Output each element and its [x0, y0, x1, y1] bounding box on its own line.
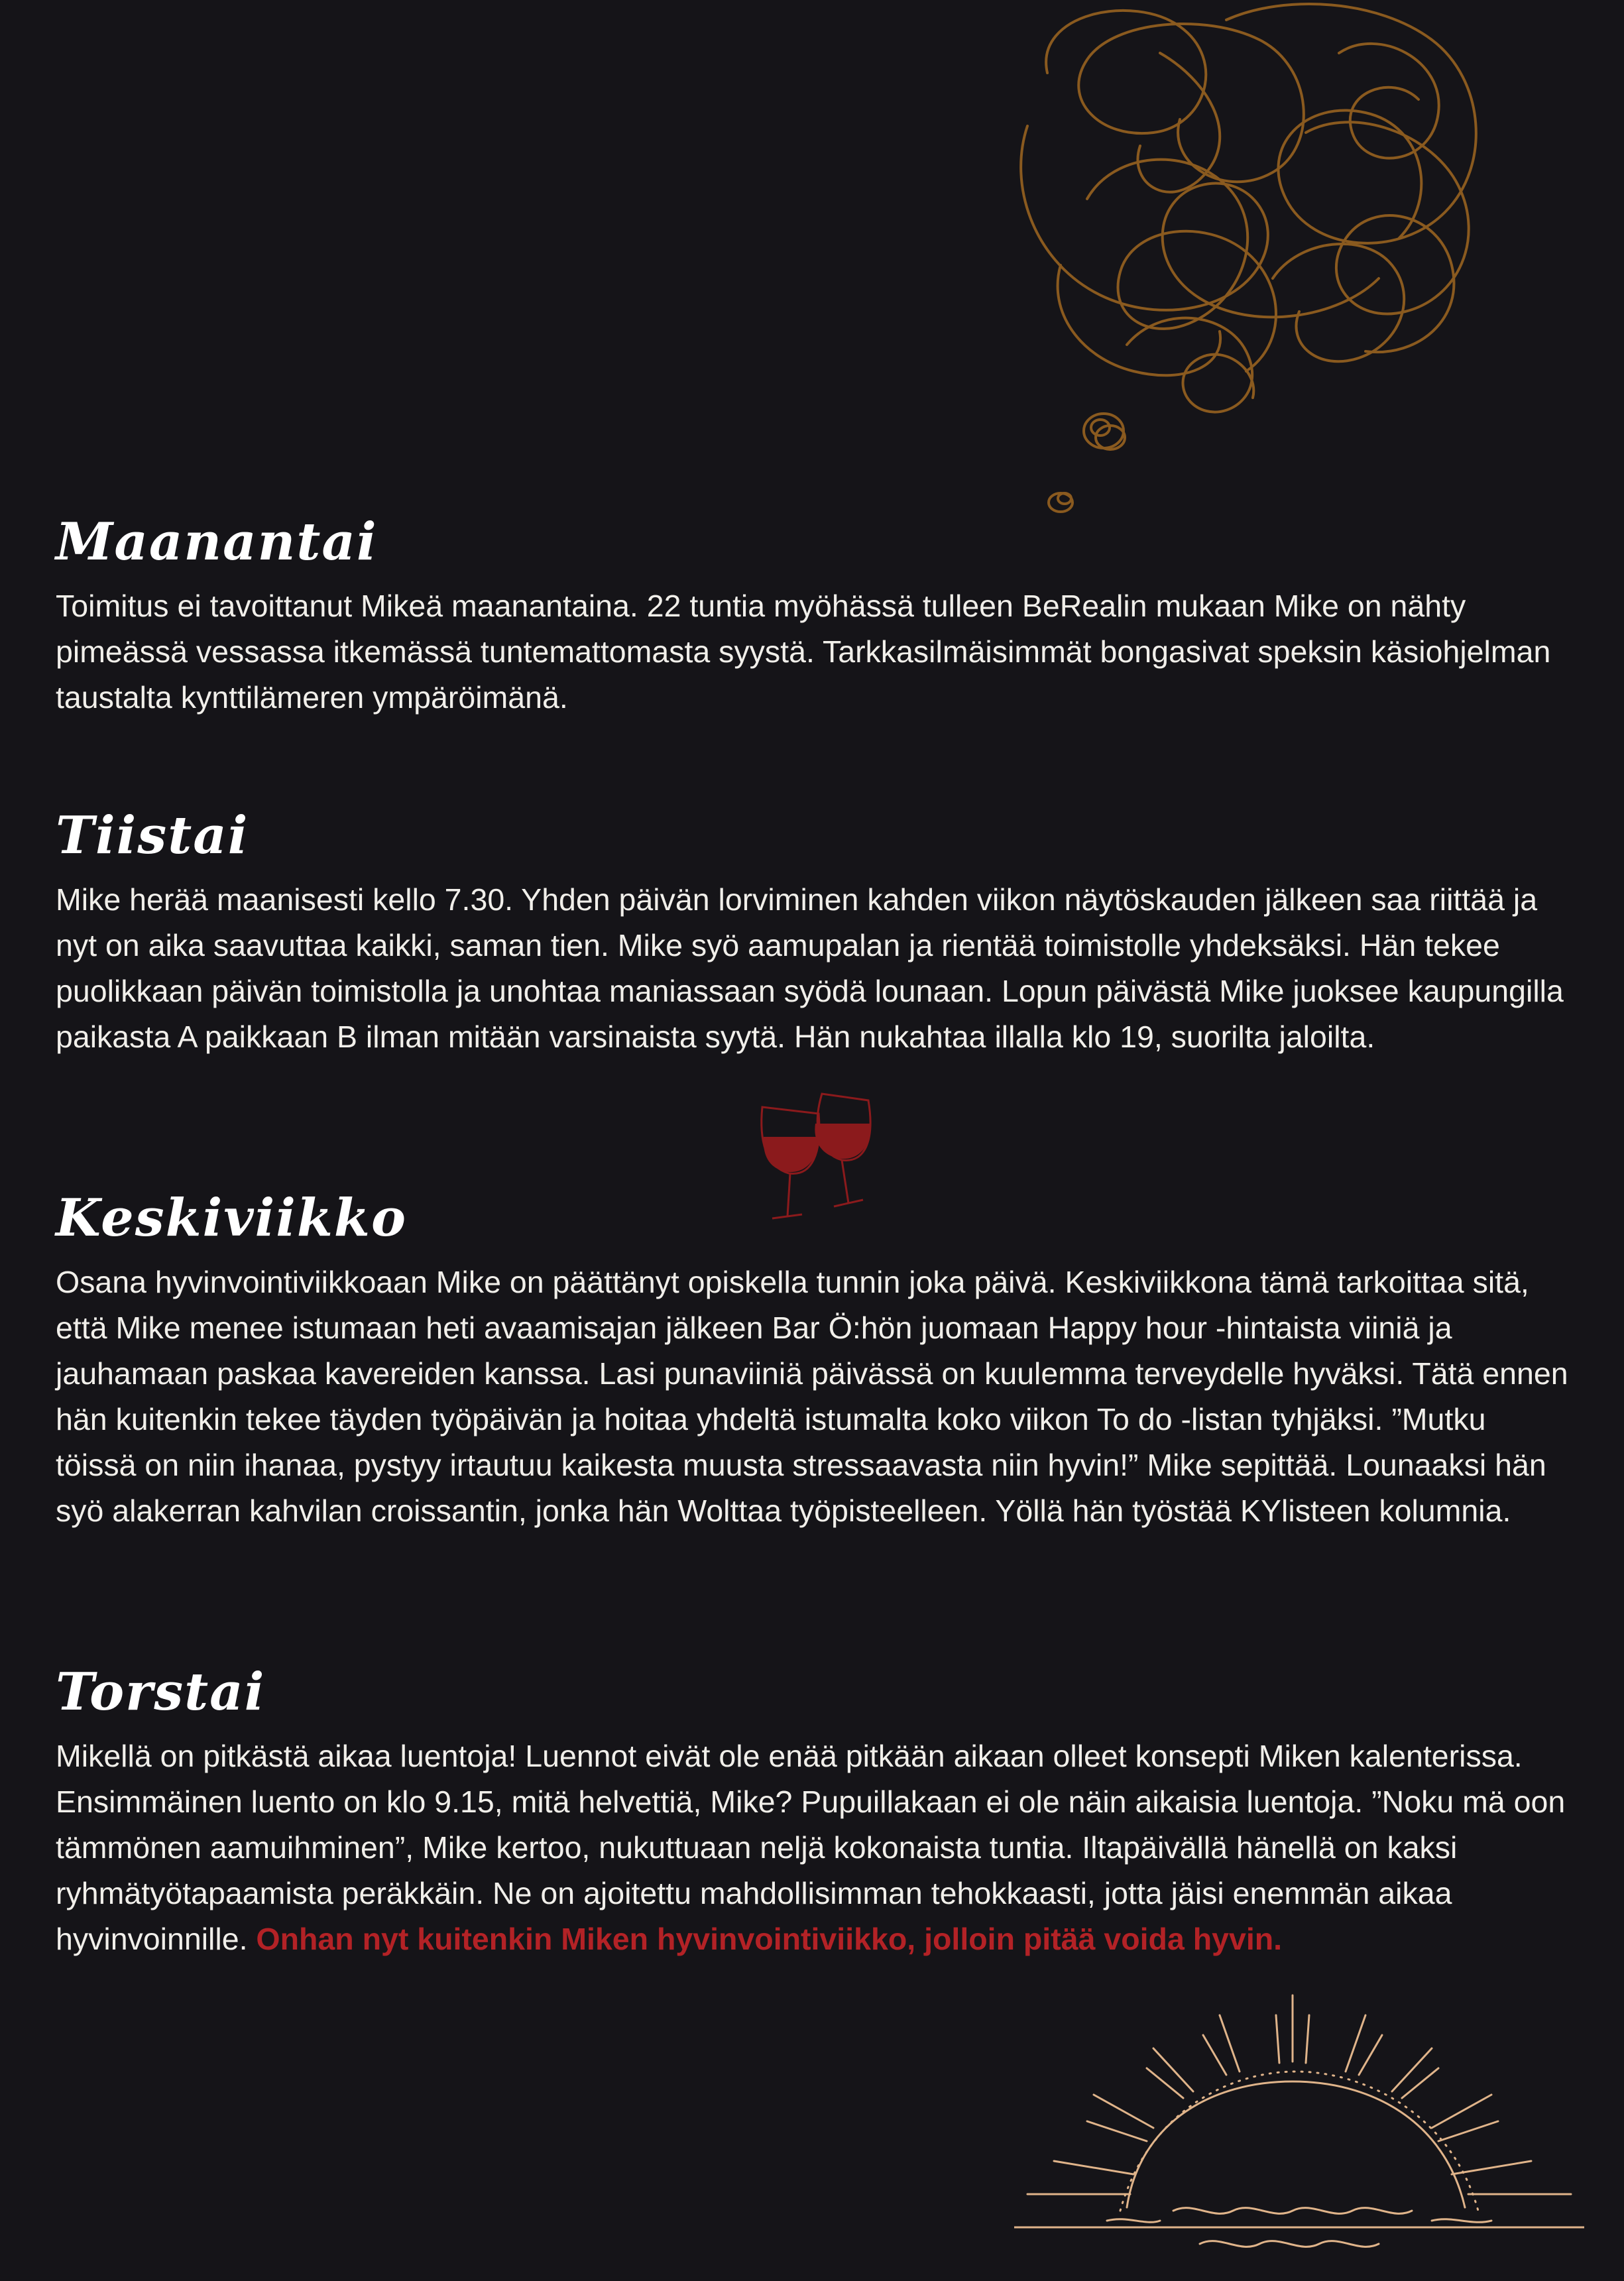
day-heading: Keskiviikko	[56, 1188, 407, 1248]
day-heading: Torstai	[56, 1662, 266, 1722]
day-body-text	[56, 1733, 1574, 1962]
section-wednesday	[56, 1187, 1574, 1534]
day-heading: Maanantai	[56, 512, 378, 572]
highlight-text: Onhan nyt kuitenkin Miken hyvinvointiviikko, jolloin pitää voida hyvin.	[256, 1922, 1283, 1956]
day-body-plain: Mikellä on pitkästä aikaa luentoja! Luennot eivät ole enää pitkään aikaan olleet konsepti Miken kalenterissa. Ensimmäinen luento on klo 9.15, mitä helvettiä, Mike? Pupuillakaan ei ole näin aikaisia luentoja. ”Noku mä oon tämmönen aamuihminen”, Mike kertoo, nukuttuaan neljä kokonaista tuntia. Iltapäivällä hänellä on kaksi ryhmätyötapaamista peräkkäin. Ne on ajoitettu mahdollisimman tehokkaasti, jotta jäisi enemmän aikaa hyvinvoinnille.	[56, 1739, 1566, 1956]
section-monday	[56, 510, 1574, 721]
day-body-text: Osana hyvinvointiviikkoaan Mike on päättänyt opiskella tunnin joka päivä. Keskiviikkona tämä tarkoittaa sitä, että Mike menee istumaan heti avaamisajan jälkeen Bar Ö:hön juomaan Happy hour -hintaista viiniä ja jauhamaan paskaa kavereiden kanssa. Lasi punaviiniä päivässä on kuulemma terveydelle hyväksi. Tätä ennen hän kuitenkin tekee täyden työpäivän ja hoitaa yhdeltä istumalta koko viikon To do -listan tyhjäksi. ”Mutku töissä on niin ihanaa, pystyy irtautuu kaikesta muusta stressaavasta niin hyvin!” Mike sepittää. Lounaaksi hän syö alakerran kahvilan croissantin, jonka hän Wolttaa työpisteelleen. Yöllä hän työstää KYlisteen kolumnia.	[56, 1265, 1568, 1528]
day-heading: Tiistai	[56, 805, 249, 866]
day-body-text: Mike herää maanisesti kello 7.30. Yhden päivän lorviminen kahden viikon näytöskauden jälkeen saa riittää ja nyt on aika saavuttaa kaikki, saman tien. Mike syö aamupalan ja rientää toimistolle yhdeksäksi. Hän tekee puolikkaan päivän toimistolla ja unohtaa maniassaan syödä lounaan. Lopun päivästä Mike juoksee kaupungilla paikasta A paikkaan B ilman mitään varsinaista syytä. Hän nukahtaa illalla klo 19, suorilta jaloilta.	[56, 882, 1564, 1054]
scribble-thought-bubble-icon	[1008, 0, 1498, 524]
day-body-text: Toimitus ei tavoittanut Mikeä maanantaina. 22 tuntia myöhässä tulleen BeRealin mukaan Mike on nähty pimeässä vessassa itkemässä tuntemattomasta syystä. Tarkkasilmäisimmät bongasivat speksin käsiohjelman taustalta kynttilämeren ympäröimänä.	[56, 589, 1551, 715]
sun-icon	[1014, 1982, 1584, 2260]
section-thursday	[56, 1661, 1574, 1962]
section-tuesday	[56, 804, 1574, 1060]
